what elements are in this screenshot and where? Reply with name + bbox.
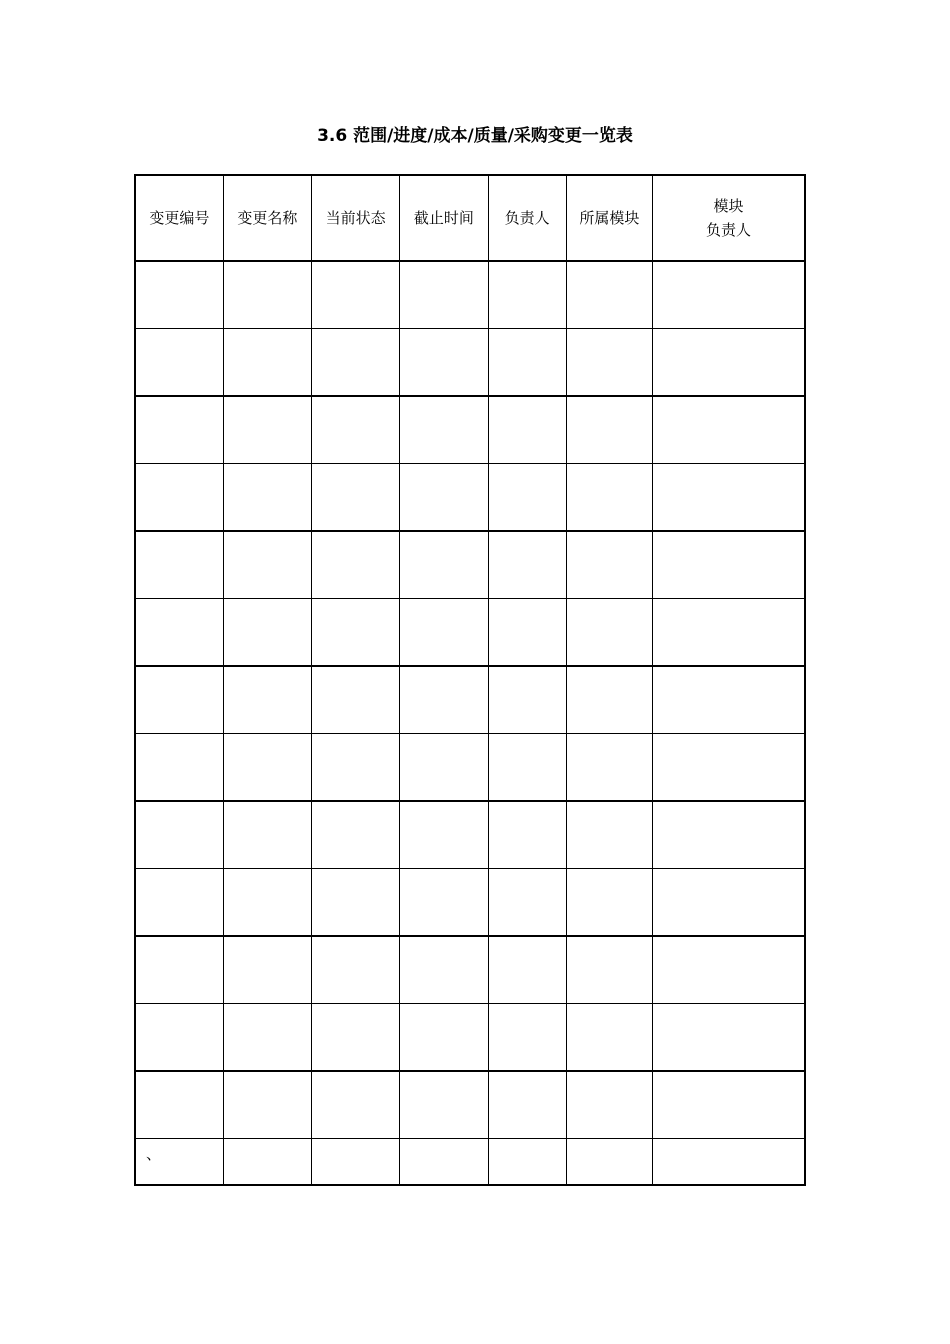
table-cell <box>312 936 400 1004</box>
table-cell <box>223 464 311 532</box>
table-cell <box>135 734 223 802</box>
table-cell <box>566 734 652 802</box>
table-cell <box>400 1071 488 1139</box>
table-cell <box>566 1071 652 1139</box>
header-change-id: 变更编号 <box>135 175 223 261</box>
table-cell <box>223 599 311 667</box>
table-cell <box>135 599 223 667</box>
table-cell <box>135 531 223 599</box>
table-cell <box>566 329 652 397</box>
table-cell <box>223 329 311 397</box>
table-cell <box>135 396 223 464</box>
table-cell <box>400 801 488 869</box>
table-cell <box>312 599 400 667</box>
table-cell <box>312 734 400 802</box>
table-row <box>135 869 805 937</box>
table-row <box>135 261 805 329</box>
table-cell <box>400 261 488 329</box>
table-cell <box>566 396 652 464</box>
table-cell <box>135 936 223 1004</box>
table-cell <box>312 666 400 734</box>
table-cell <box>652 1139 805 1186</box>
table-cell <box>135 801 223 869</box>
table-cell <box>566 869 652 937</box>
table-cell <box>488 261 566 329</box>
table-cell <box>135 869 223 937</box>
table-cell <box>135 329 223 397</box>
table-cell <box>488 801 566 869</box>
header-module-owner: 模块 负责人 <box>652 175 805 261</box>
table-cell <box>223 1071 311 1139</box>
table-cell <box>400 1139 488 1186</box>
table-cell <box>652 869 805 937</box>
table-cell <box>400 734 488 802</box>
table-cell <box>312 329 400 397</box>
table-row <box>135 1071 805 1139</box>
page-title: 3.6 范围/进度/成本/质量/采购变更一览表 <box>317 126 633 146</box>
table-cell <box>566 801 652 869</box>
table-cell <box>652 936 805 1004</box>
table-cell <box>400 599 488 667</box>
table-cell <box>312 396 400 464</box>
table-row <box>135 464 805 532</box>
table-cell <box>223 936 311 1004</box>
table-cell <box>400 1004 488 1072</box>
table-cell <box>652 599 805 667</box>
table-cell <box>566 666 652 734</box>
table-cell <box>652 666 805 734</box>
table-row <box>135 801 805 869</box>
table-cell <box>566 531 652 599</box>
table-cell <box>400 464 488 532</box>
table-cell <box>400 936 488 1004</box>
change-list-table <box>134 174 806 1186</box>
table-cell <box>312 801 400 869</box>
table-cell <box>488 531 566 599</box>
header-change-name: 变更名称 <box>223 175 311 261</box>
table-cell <box>566 936 652 1004</box>
table-cell <box>566 261 652 329</box>
table-cell <box>223 1139 311 1186</box>
table-cell <box>652 329 805 397</box>
table-cell <box>223 666 311 734</box>
table-cell <box>135 261 223 329</box>
table-row <box>135 936 805 1004</box>
table-row <box>135 1139 805 1186</box>
table-cell <box>312 1004 400 1072</box>
table-cell <box>652 734 805 802</box>
table-cell <box>312 1071 400 1139</box>
table-cell <box>312 531 400 599</box>
table-cell <box>566 1139 652 1186</box>
table-cell <box>223 1004 311 1072</box>
table-row <box>135 599 805 667</box>
table-cell <box>312 1139 400 1186</box>
table-cell <box>400 869 488 937</box>
table-cell <box>566 599 652 667</box>
table-cell <box>652 464 805 532</box>
table-cell <box>652 396 805 464</box>
table-cell <box>312 464 400 532</box>
table-cell <box>312 261 400 329</box>
table-cell <box>400 396 488 464</box>
table-row <box>135 734 805 802</box>
table-cell <box>652 261 805 329</box>
table-cell <box>223 261 311 329</box>
table-cell <box>135 1004 223 1072</box>
table-cell <box>566 1004 652 1072</box>
table-cell <box>488 396 566 464</box>
table-row <box>135 666 805 734</box>
table-cell <box>135 666 223 734</box>
table-cell <box>488 666 566 734</box>
table-cell <box>652 1004 805 1072</box>
table-cell <box>135 464 223 532</box>
table-cell <box>566 464 652 532</box>
table-cell <box>400 666 488 734</box>
table-row <box>135 329 805 397</box>
table-cell <box>488 1071 566 1139</box>
table-cell <box>135 1071 223 1139</box>
header-module: 所属模块 <box>566 175 652 261</box>
table-row <box>135 396 805 464</box>
table-cell <box>652 531 805 599</box>
header-current-status: 当前状态 <box>312 175 400 261</box>
table-cell <box>488 936 566 1004</box>
table-cell <box>223 531 311 599</box>
table-row <box>135 531 805 599</box>
table-cell <box>223 396 311 464</box>
header-deadline: 截止时间 <box>400 175 488 261</box>
table-cell <box>312 869 400 937</box>
table-cell <box>488 464 566 532</box>
table-cell <box>223 734 311 802</box>
table-cell: 、 <box>135 1139 223 1186</box>
header-owner: 负责人 <box>488 175 566 261</box>
table-header-row <box>135 175 805 261</box>
table-cell <box>488 599 566 667</box>
table-cell <box>652 1071 805 1139</box>
table-cell <box>488 869 566 937</box>
table-cell <box>400 531 488 599</box>
table-cell <box>488 1004 566 1072</box>
table-cell <box>488 329 566 397</box>
table-cell <box>652 801 805 869</box>
table-cell <box>488 734 566 802</box>
table-cell <box>400 329 488 397</box>
table-cell <box>223 801 311 869</box>
table-cell <box>488 1139 566 1186</box>
table-cell <box>223 869 311 937</box>
table-row <box>135 1004 805 1072</box>
